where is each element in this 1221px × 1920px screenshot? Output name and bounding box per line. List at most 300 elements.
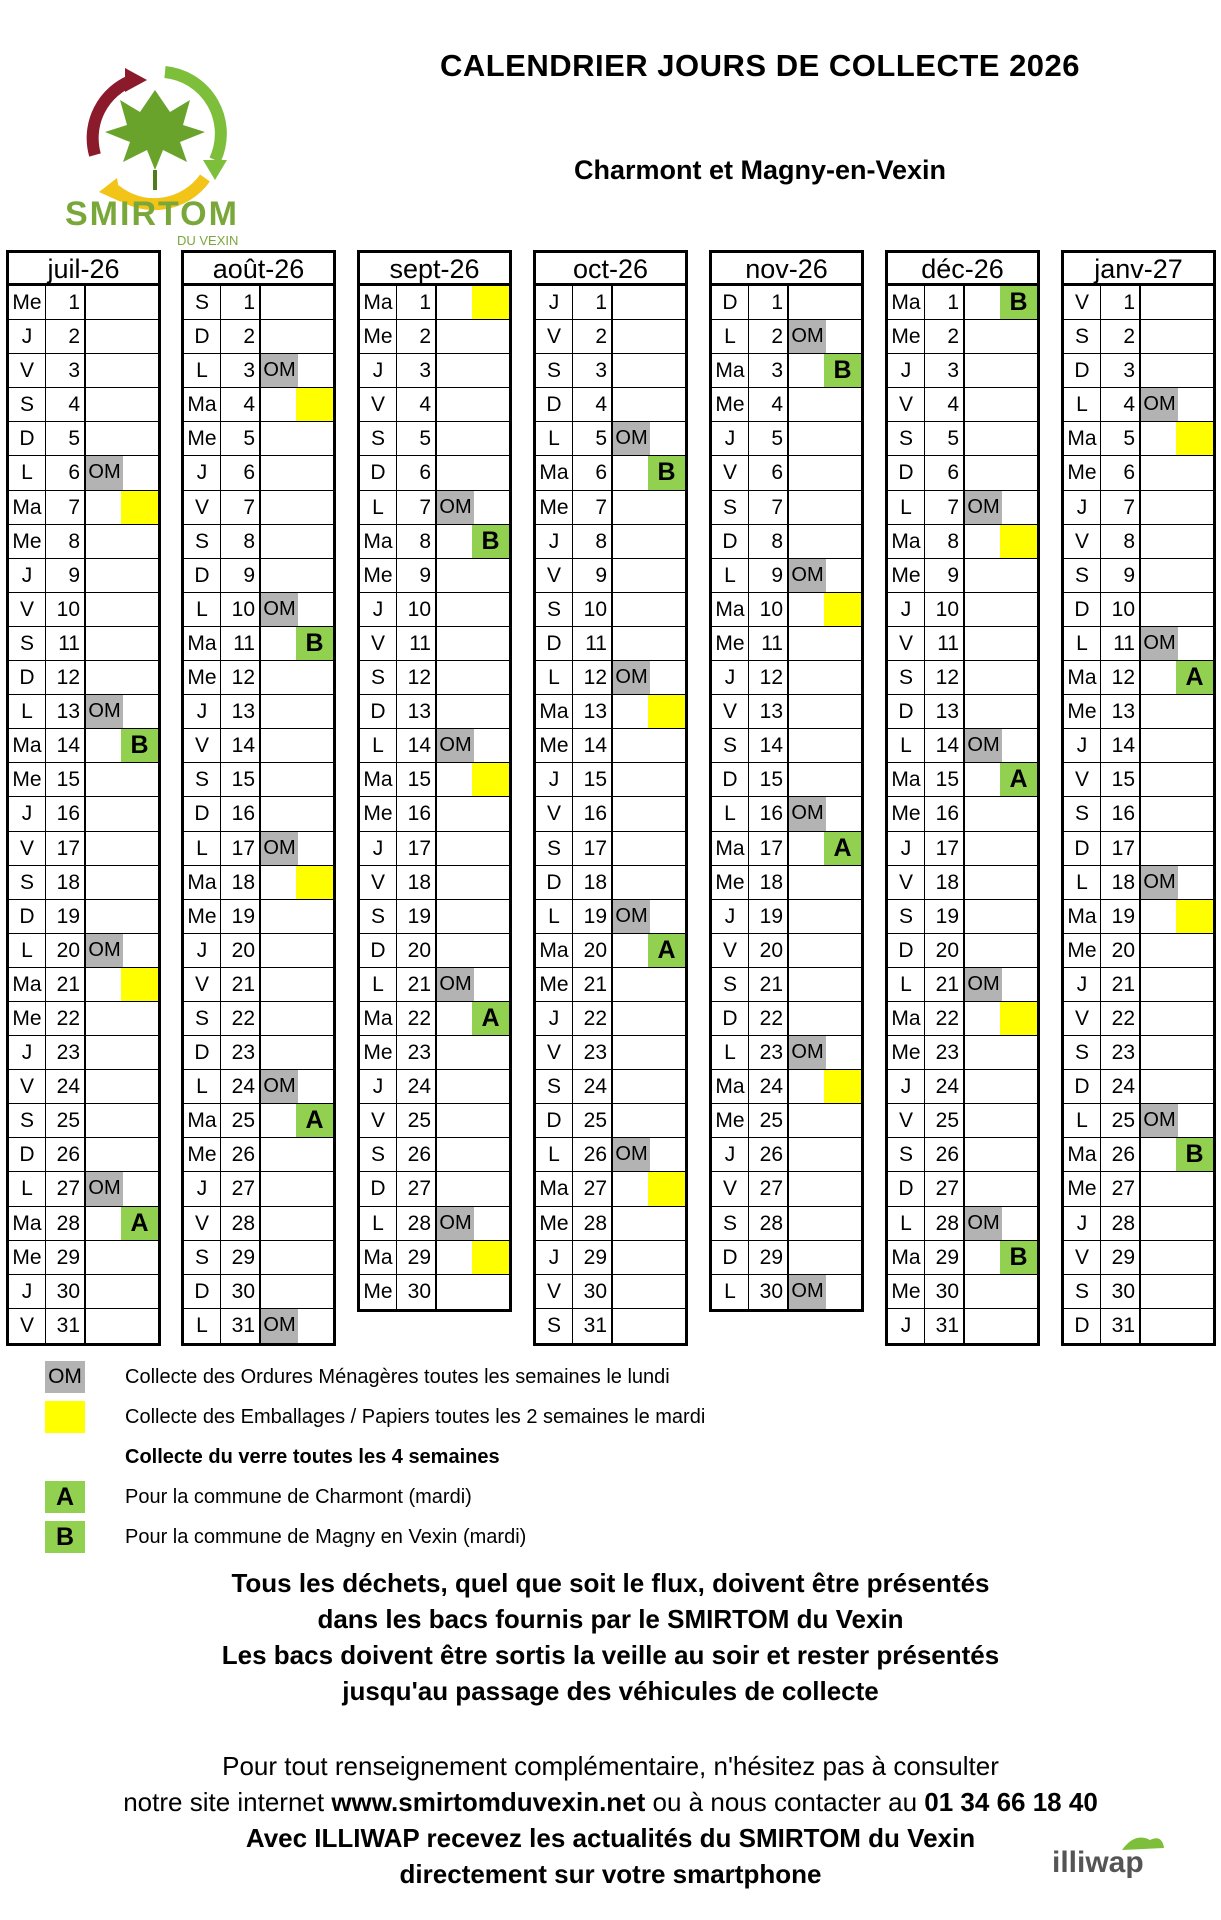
leaf-icon [105,90,205,190]
day-name: V [888,1104,925,1137]
day-name: S [360,1138,397,1171]
packaging-collection-mark [296,388,333,421]
day-name: J [712,661,749,694]
day-row [1064,1104,1213,1138]
day-number: 12 [46,661,86,694]
day-name: Ma [1064,661,1101,694]
day-number: 16 [46,797,86,830]
smirtom-logo [55,50,295,250]
day-number: 29 [1101,1241,1141,1274]
day-name: Me [9,1241,46,1274]
day-row [536,286,685,320]
day-row [1064,456,1213,490]
day-row [9,286,158,320]
day-row [1064,695,1213,729]
day-name: S [9,866,46,899]
day-row [536,1241,685,1275]
packaging-collection-mark [824,593,861,626]
day-row [712,934,861,968]
day-row [536,763,685,797]
legend-yellow-text: Collecte des Emballages / Papiers toutes les 2 semaines le mardi [125,1406,706,1428]
phone-number[interactable]: 01 34 66 18 40 [924,1787,1098,1817]
day-row [184,491,333,525]
collection-calendar [6,250,1218,1350]
day-number: 28 [925,1207,965,1240]
day-name: S [1064,1036,1101,1069]
day-name: V [9,832,46,865]
day-row [9,1002,158,1036]
packaging-collection-mark [824,1070,861,1103]
day-number: 13 [46,695,86,728]
day-number: 11 [221,627,261,660]
day-number: 7 [749,491,789,524]
day-number: 20 [46,934,86,967]
day-row [1064,1309,1213,1343]
day-number: 11 [925,627,965,660]
day-number: 30 [573,1275,613,1308]
day-name: J [712,1138,749,1171]
notice [0,1565,1221,1709]
day-name: Ma [184,1104,221,1137]
om-collection-mark: OM [613,661,650,694]
month-header: juil-26 [9,253,158,286]
day-number: 19 [397,900,437,933]
day-name: V [1064,1002,1101,1035]
day-row [536,422,685,456]
day-name: Me [536,491,573,524]
day-number: 18 [925,866,965,899]
day-row [184,1036,333,1070]
day-name: V [360,627,397,660]
day-number: 18 [46,866,86,899]
day-number: 17 [221,832,261,865]
day-name: D [712,1002,749,1035]
day-number: 24 [397,1070,437,1103]
day-row [9,1275,158,1309]
day-number: 29 [46,1241,86,1274]
day-row [536,354,685,388]
glass-collection-a-mark: A [1000,763,1037,796]
glass-collection-a-mark: A [296,1104,333,1137]
day-number: 24 [573,1070,613,1103]
om-collection-mark: OM [789,1036,826,1069]
day-row [9,422,158,456]
day-number: 31 [925,1309,965,1343]
day-number: 25 [749,1104,789,1137]
day-row [184,695,333,729]
day-number: 12 [221,661,261,694]
legend-b-text: Pour la commune de Magny en Vexin (mardi) [125,1526,527,1548]
day-row [9,593,158,627]
day-number: 14 [749,729,789,762]
day-row [1064,934,1213,968]
day-row [360,1070,509,1104]
om-collection-mark: OM [789,1275,826,1309]
day-name: S [536,593,573,626]
day-name: L [9,934,46,967]
day-row [360,286,509,320]
contact-line-4: directement sur votre smartphone [399,1859,822,1889]
om-collection-mark: OM [789,797,826,830]
day-row [536,1138,685,1172]
day-name: V [360,1104,397,1137]
day-number: 13 [925,695,965,728]
day-number: 24 [221,1070,261,1103]
day-number: 27 [46,1172,86,1205]
notice-line-2: dans les bacs fournis par le SMIRTOM du Vexin [317,1604,904,1634]
day-name: L [712,797,749,830]
day-name: V [712,1172,749,1205]
day-number: 8 [925,525,965,558]
day-name: D [184,320,221,353]
day-row [888,286,1037,320]
day-row [1064,593,1213,627]
day-row [360,729,509,763]
glass-collection-b-mark: B [824,354,861,387]
notice-line-1: Tous les déchets, quel que soit le flux, doivent être présentés [231,1568,990,1598]
om-collection-mark: OM [437,968,474,1001]
day-name: J [184,1172,221,1205]
month-column [533,250,688,1346]
glass-collection-a-mark: A [1176,661,1213,694]
day-row [9,1309,158,1343]
day-row [712,286,861,320]
day-name: L [536,900,573,933]
day-row [1064,286,1213,320]
day-row [360,1104,509,1138]
legend [45,1357,945,1557]
day-number: 30 [221,1275,261,1308]
day-name: Ma [184,388,221,421]
om-collection-mark: OM [613,1138,650,1171]
day-row [536,491,685,525]
day-row [360,456,509,490]
om-collection-mark: OM [613,900,650,933]
day-name: Ma [1064,900,1101,933]
day-number: 10 [749,593,789,626]
day-name: Ma [184,627,221,660]
month-header: nov-26 [712,253,861,286]
day-row [712,1002,861,1036]
day-number: 12 [925,661,965,694]
day-name: S [9,1104,46,1137]
day-number: 2 [749,320,789,353]
legend-b-box: B [45,1521,85,1553]
legend-a [45,1477,945,1517]
day-name: S [888,661,925,694]
day-name: D [536,1104,573,1137]
day-name: S [360,900,397,933]
day-name: Ma [1064,1138,1101,1171]
legend-a-box: A [45,1481,85,1513]
day-name: Me [9,1002,46,1035]
day-name: Ma [360,763,397,796]
day-row [9,832,158,866]
day-name: L [888,729,925,762]
day-row [360,627,509,661]
day-number: 29 [221,1241,261,1274]
contact-text-a: notre site internet [123,1787,332,1817]
day-row [360,661,509,695]
day-number: 16 [221,797,261,830]
day-row [184,1070,333,1104]
page-subtitle: Charmont et Magny-en-Vexin [573,155,947,185]
contact-line-1: Pour tout renseignement complémentaire, n'hésitez pas à consulter [222,1751,999,1781]
day-name: D [9,900,46,933]
day-name: J [360,832,397,865]
day-number: 22 [573,1002,613,1035]
day-number: 22 [46,1002,86,1035]
day-number: 1 [46,286,86,319]
day-row [888,1002,1037,1036]
day-row [1064,1207,1213,1241]
day-name: V [184,729,221,762]
day-name: L [536,422,573,455]
day-name: S [536,354,573,387]
day-number: 3 [221,354,261,387]
day-row [888,1138,1037,1172]
day-number: 30 [925,1275,965,1308]
day-row [9,1070,158,1104]
day-name: Me [9,525,46,558]
day-name: L [712,559,749,592]
day-name: D [360,695,397,728]
day-name: Ma [888,525,925,558]
day-name: Me [184,422,221,455]
day-row [536,934,685,968]
day-row [360,900,509,934]
day-number: 16 [749,797,789,830]
day-row [536,1275,685,1309]
day-number: 11 [46,627,86,660]
month-column [6,250,161,1346]
day-number: 30 [397,1275,437,1309]
day-number: 21 [46,968,86,1001]
day-name: V [712,456,749,489]
day-row [184,1002,333,1036]
day-number: 15 [573,763,613,796]
day-name: S [9,388,46,421]
om-collection-mark: OM [613,422,650,455]
day-row [536,1309,685,1343]
day-number: 28 [397,1207,437,1240]
glass-collection-b-mark: B [1000,286,1037,319]
day-number: 15 [221,763,261,796]
day-row [712,491,861,525]
day-name: Me [536,1207,573,1240]
day-number: 25 [1101,1104,1141,1137]
day-row [9,1036,158,1070]
day-name: S [712,968,749,1001]
day-number: 1 [925,286,965,319]
day-name: V [1064,763,1101,796]
day-number: 26 [46,1138,86,1171]
om-collection-mark: OM [965,491,1002,524]
day-name: S [9,627,46,660]
day-number: 1 [573,286,613,319]
day-number: 23 [397,1036,437,1069]
day-row [712,456,861,490]
day-row [536,661,685,695]
day-number: 15 [1101,763,1141,796]
packaging-collection-mark [472,1241,509,1274]
day-number: 19 [573,900,613,933]
day-row [712,1241,861,1275]
day-row [184,1241,333,1275]
day-number: 11 [573,627,613,660]
day-row [712,900,861,934]
day-name: Me [184,661,221,694]
day-row [360,354,509,388]
day-name: V [888,388,925,421]
day-row [712,866,861,900]
day-row [888,832,1037,866]
day-number: 2 [397,320,437,353]
day-name: J [1064,491,1101,524]
glass-collection-b-mark: B [1000,1241,1037,1274]
day-row [712,422,861,456]
om-collection-mark: OM [437,729,474,762]
day-name: L [184,593,221,626]
day-number: 5 [221,422,261,455]
day-row [1064,661,1213,695]
day-row [888,1172,1037,1206]
day-name: J [888,832,925,865]
day-number: 16 [573,797,613,830]
day-name: Me [1064,934,1101,967]
day-name: L [360,1207,397,1240]
day-row [184,968,333,1002]
day-number: 3 [397,354,437,387]
day-row [888,456,1037,490]
day-row [888,1241,1037,1275]
day-row [9,968,158,1002]
day-name: L [712,1036,749,1069]
day-number: 2 [46,320,86,353]
month-column [1061,250,1216,1346]
day-number: 5 [573,422,613,455]
day-row [184,763,333,797]
day-number: 9 [397,559,437,592]
om-collection-mark: OM [965,1207,1002,1240]
day-row [536,320,685,354]
day-row [712,832,861,866]
day-row [536,695,685,729]
day-row [712,320,861,354]
website-link[interactable]: www.smirtomduvexin.net [331,1787,646,1817]
day-row [184,627,333,661]
month-column [709,250,864,1312]
day-name: D [536,388,573,421]
day-row [9,934,158,968]
day-row [888,968,1037,1002]
month-column [181,250,336,1346]
day-row [360,797,509,831]
day-row [712,627,861,661]
day-name: Ma [9,491,46,524]
day-name: J [712,900,749,933]
day-number: 28 [46,1207,86,1240]
day-number: 8 [46,525,86,558]
day-row [360,525,509,559]
day-row [9,695,158,729]
day-row [1064,354,1213,388]
day-name: L [1064,866,1101,899]
day-row [888,695,1037,729]
legend-om-text: Collecte des Ordures Ménagères toutes les semaines le lundi [125,1366,670,1388]
glass-collection-a-mark: A [648,934,685,967]
day-number: 6 [573,456,613,489]
day-row [9,525,158,559]
day-number: 15 [46,763,86,796]
day-name: Ma [360,1241,397,1274]
day-number: 7 [221,491,261,524]
om-collection-mark: OM [965,729,1002,762]
day-row [888,1275,1037,1309]
day-name: V [360,388,397,421]
day-row [9,729,158,763]
day-number: 14 [925,729,965,762]
day-number: 8 [573,525,613,558]
day-row [1064,491,1213,525]
day-name: S [536,1309,573,1343]
day-row [1064,1172,1213,1206]
day-name: Me [360,320,397,353]
day-name: Ma [712,1070,749,1103]
contact-info [0,1748,1221,1892]
day-name: V [712,934,749,967]
day-name: L [9,456,46,489]
packaging-collection-mark [1176,900,1213,933]
day-number: 5 [46,422,86,455]
day-row [9,491,158,525]
day-name: S [1064,797,1101,830]
day-row [184,1138,333,1172]
day-row [9,866,158,900]
packaging-collection-mark [472,286,509,319]
day-name: D [360,456,397,489]
day-name: Me [184,1138,221,1171]
month-header: déc-26 [888,253,1037,286]
day-row [1064,900,1213,934]
day-name: Ma [9,729,46,762]
packaging-collection-mark [121,491,158,524]
day-row [712,525,861,559]
day-row [184,1172,333,1206]
day-row [360,320,509,354]
om-collection-mark: OM [789,559,826,592]
day-number: 7 [573,491,613,524]
day-row [1064,1138,1213,1172]
day-row [184,422,333,456]
om-collection-mark: OM [86,1172,123,1205]
day-name: D [9,422,46,455]
day-number: 10 [397,593,437,626]
day-number: 7 [397,491,437,524]
day-number: 21 [925,968,965,1001]
day-name: L [184,832,221,865]
day-row [1064,1275,1213,1309]
day-row [888,866,1037,900]
day-row [536,525,685,559]
day-number: 18 [221,866,261,899]
day-number: 2 [1101,320,1141,353]
day-number: 17 [397,832,437,865]
day-row [712,797,861,831]
packaging-collection-mark [472,763,509,796]
day-row [712,661,861,695]
day-number: 1 [1101,286,1141,319]
